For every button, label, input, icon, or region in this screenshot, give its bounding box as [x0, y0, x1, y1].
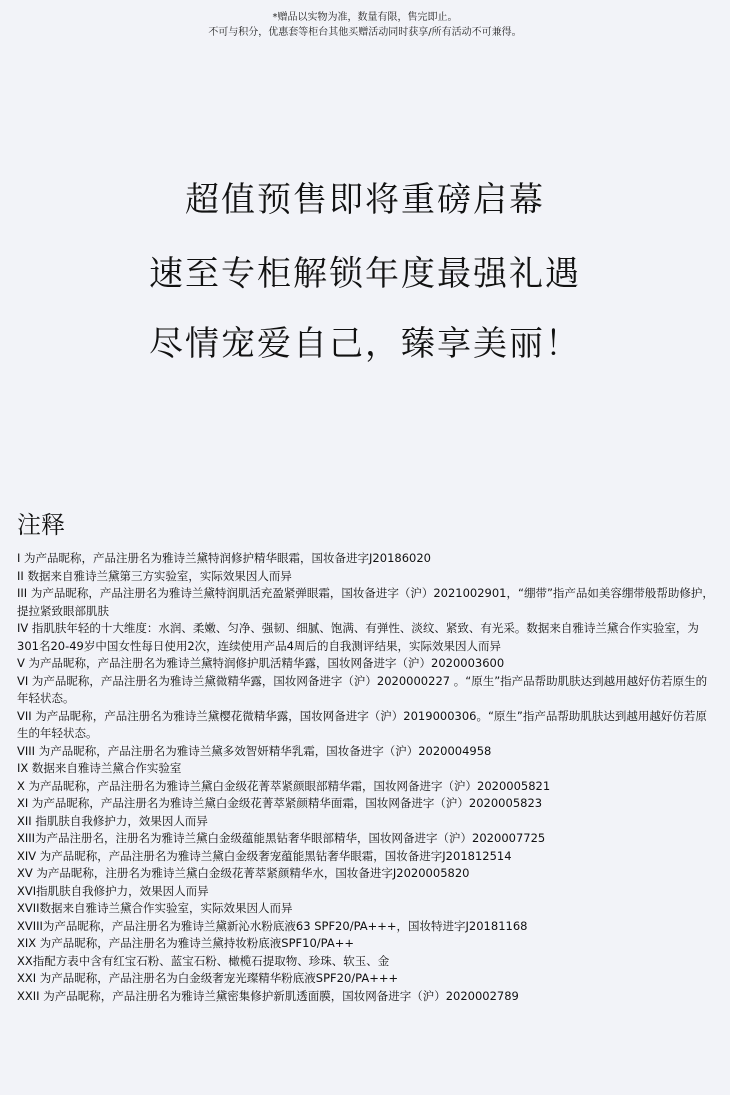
note-item: XVI指肌肤自我修护力，效果因人而异 — [17, 883, 209, 898]
note-item: XV 为产品昵称，注册名为雅诗兰黛白金级花菁萃紧颜精华水，国妆备进字J2020005820 — [17, 866, 470, 880]
note-item: VIII 为产品昵称，产品注册名为雅诗兰黛多效智妍精华乳霜，国妆备进字（沪）2020004958 — [17, 743, 492, 758]
note-item: XIV 为产品昵称，产品注册名为雅诗兰黛白金级奢宠蕴能黑钻奢华眼霜，国妆备进字J201812514 — [17, 848, 512, 863]
notes-list — [17, 550, 717, 1005]
note-item: IV 指肌肤年轻的十大维度：水润、柔嫩、匀净、强韧、细腻、饱满、有弹性、淡纹、紧致、有光采。数据来自雅诗兰黛合作实验室，为301名20-49岁中国女性每日使用2次，连续使用产品4周后的自我测评结果，实际效果因人而异 — [17, 621, 699, 653]
note-item: XXI 为产品昵称，产品注册名为白金级奢宠光璨精华粉底液SPF20/PA+++ — [17, 971, 399, 985]
note-item: XXII 为产品昵称，产品注册名为雅诗兰黛密集修护新肌透面膜，国妆网备进字（沪）2020002789 — [17, 988, 519, 1003]
note-item: II 数据来自雅诗兰黛第三方实验室，实际效果因人而异 — [17, 568, 292, 583]
disclaimer — [0, 10, 730, 40]
note-item: VI 为产品昵称，产品注册名为雅诗兰黛微精华露，国妆网备进字（沪）2020000227 。“原生”指产品帮助肌肤达到越用越好仿若原生的年轻状态。 — [17, 673, 708, 705]
note-item: XIX 为产品昵称，产品注册名为雅诗兰黛持妆粉底液SPF10/PA++ — [17, 936, 354, 950]
disclaimer-line-2: 不可与积分，优惠套等柜台其他买赠活动同时获享/所有活动不可兼得。 — [208, 27, 522, 38]
note-item: I 为产品昵称，产品注册名为雅诗兰黛特润修护精华眼霜，国妆备进字J20186020 — [17, 551, 431, 565]
note-item: V 为产品昵称，产品注册名为雅诗兰黛特润修护肌活精华露，国妆网备进字（沪）2020003600 — [17, 656, 505, 670]
disclaimer-line-1: *赠品以实物为准，数量有限，售完即止。 — [272, 12, 458, 23]
note-item: XII 指肌肤自我修护力，效果因人而异 — [17, 813, 208, 828]
notes-title: 注释 — [17, 511, 65, 539]
headline-1: 超值预售即将重磅启幕 — [185, 180, 545, 220]
note-item: XVIII为产品昵称，产品注册名为雅诗兰黛新沁水粉底液63 SPF20/PA+++，国妆特进字J20181168 — [17, 918, 528, 933]
headline-3: 尽情宠爱自己，臻享美丽！ — [149, 324, 581, 364]
note-item: IX 数据来自雅诗兰黛合作实验室 — [17, 761, 182, 775]
note-item: VII 为产品昵称，产品注册名为雅诗兰黛樱花微精华露，国妆网备进字（沪）2019000306。“原生”指产品帮助肌肤达到越用越好仿若原生的年轻状态。 — [17, 708, 707, 740]
note-item: III 为产品昵称，产品注册名为雅诗兰黛特润肌活充盈紧弹眼霜，国妆备进字（沪）2021002901，“绷带”指产品如美容绷带般帮助修护，提拉紧致眼部肌肤 — [17, 586, 714, 618]
note-item: XIII为产品注册名，注册名为雅诗兰黛白金级蕴能黑钻奢华眼部精华，国妆网备进字（沪）2020007725 — [17, 831, 546, 845]
note-item: XVII数据来自雅诗兰黛合作实验室，实际效果因人而异 — [17, 901, 293, 915]
note-item: XI 为产品昵称，产品注册名为雅诗兰黛白金级花菁萃紧颜精华面霜，国妆网备进字（沪）2020005823 — [17, 796, 543, 810]
note-item: X 为产品昵称，产品注册名为雅诗兰黛白金级花菁萃紧颜眼部精华霜，国妆网备进字（沪）2020005821 — [17, 778, 551, 793]
headline-2: 速至专柜解锁年度最强礼遇 — [149, 254, 581, 294]
note-item: XX指配方表中含有红宝石粉、蓝宝石粉、橄榄石提取物、珍珠、软玉、金 — [17, 953, 390, 968]
